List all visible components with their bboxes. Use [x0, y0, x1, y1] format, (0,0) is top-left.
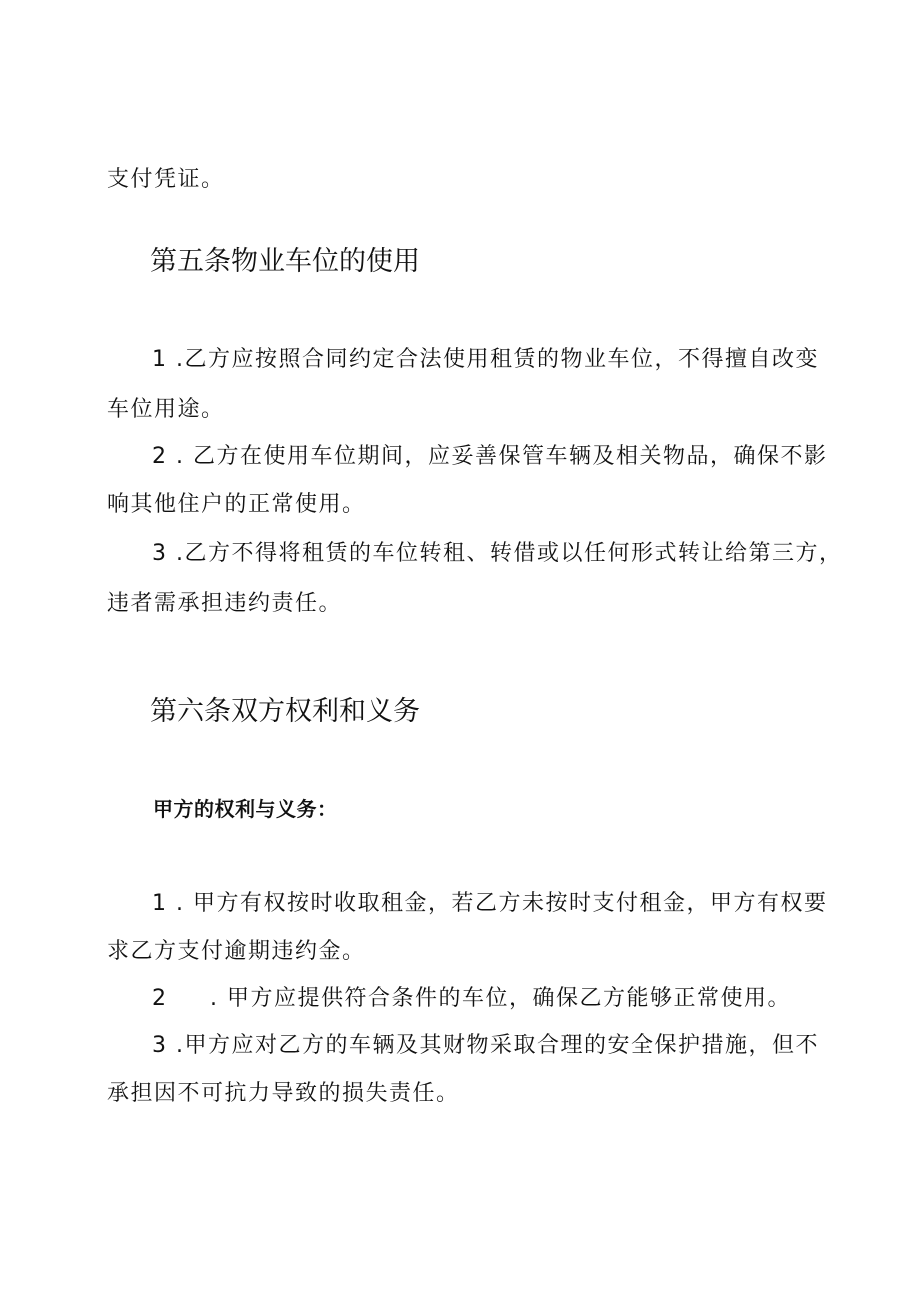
- item-number: 2: [152, 986, 168, 1011]
- item-text-line1: . 甲方有权按时收取租金，若乙方未按时支付租金，甲方有权要: [176, 891, 828, 916]
- item-number: 1: [152, 347, 168, 372]
- article-5-title: 第五条物业车位的使用: [150, 246, 420, 277]
- item-number: 1: [152, 891, 168, 916]
- continuation-text: 支付凭证。: [107, 167, 225, 192]
- item-text-line2: 响其他住户的正常使用。: [107, 492, 366, 517]
- item-number: 2: [152, 444, 168, 469]
- article-6-title: 第六条双方权利和义务: [150, 696, 420, 727]
- item-text-line1: .乙方不得将租赁的车位转租、转借或以任何形式转让给第三方，: [176, 541, 843, 566]
- item-text-line2: 违者需承担违约责任。: [107, 591, 343, 616]
- item-text-line2: 求乙方支付逾期违约金。: [107, 939, 366, 964]
- item-text-line1: .乙方应按照合同约定合法使用租赁的物业车位，不得擅自改变: [176, 347, 819, 372]
- item-text-line2: 车位用途。: [107, 397, 225, 422]
- item-text-line2: 承担因不可抗力导致的损失责任。: [107, 1081, 460, 1106]
- item-text-line1: .甲方应对乙方的车辆及其财物采取合理的安全保护措施，但不: [176, 1033, 819, 1058]
- item-text-line1: . 乙方在使用车位期间，应妥善保管车辆及相关物品，确保不影: [176, 444, 828, 469]
- item-text-line1: . 甲方应提供符合条件的车位，确保乙方能够正常使用。: [210, 986, 791, 1011]
- item-number: 3: [152, 1033, 168, 1058]
- item-number: 3: [152, 541, 168, 566]
- party-a-subtitle: 甲方的权利与义务：: [153, 797, 338, 821]
